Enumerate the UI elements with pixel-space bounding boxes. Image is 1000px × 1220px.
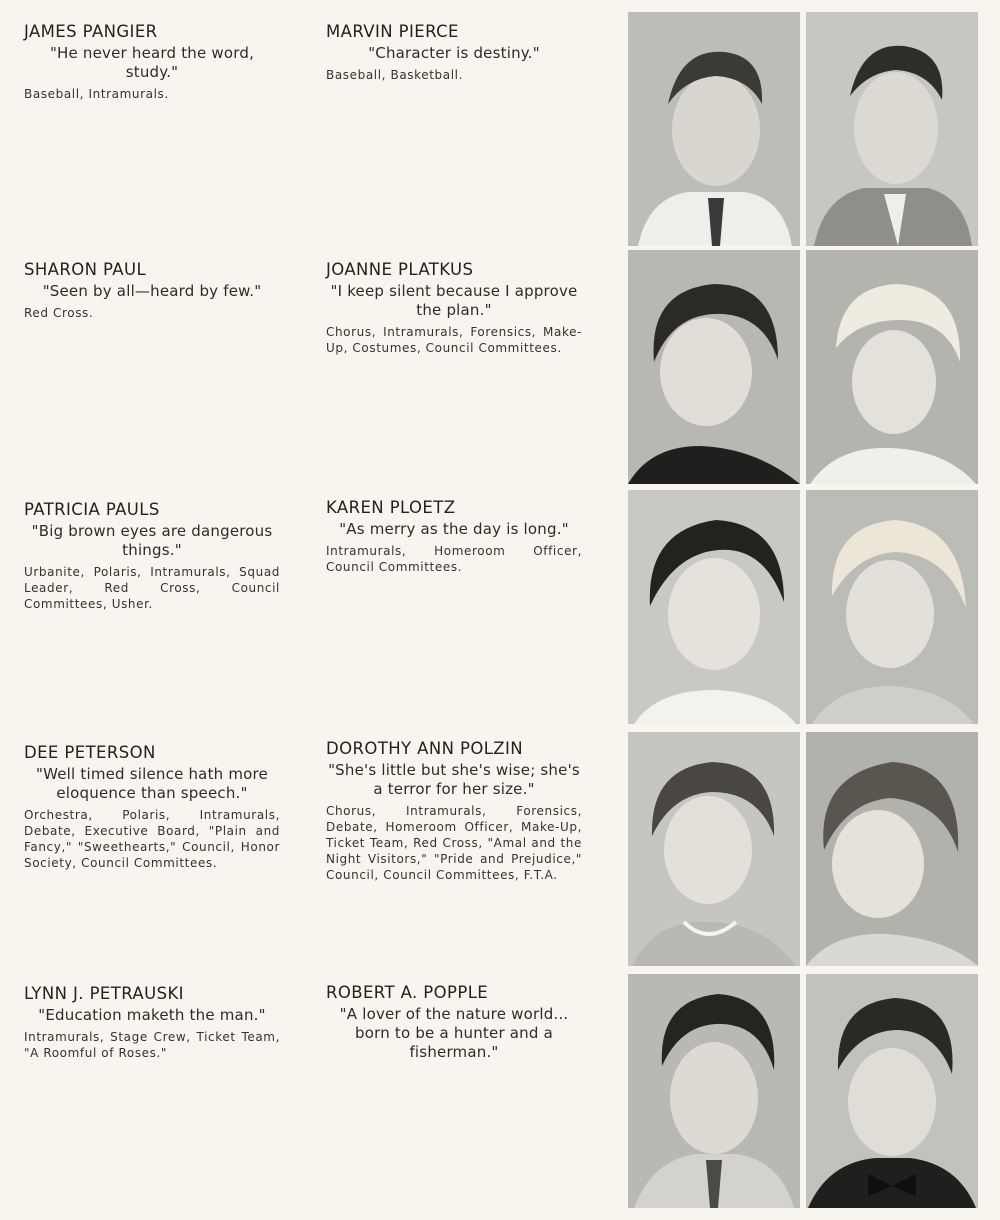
portrait-photo-icon bbox=[806, 490, 978, 724]
student-entry-ploetz bbox=[326, 498, 582, 575]
student-name: PATRICIA PAULS bbox=[24, 500, 160, 519]
student-quote: "She's little but she's wise; she's a terror for her size." bbox=[328, 761, 580, 798]
student-name: DOROTHY ANN POLZIN bbox=[326, 739, 524, 758]
student-quote: "Well timed silence hath more eloquence than speech." bbox=[35, 765, 268, 802]
student-name: MARVIN PIERCE bbox=[326, 22, 459, 41]
portrait-photo-icon bbox=[628, 974, 800, 1208]
student-name: JAMES PANGIER bbox=[24, 22, 158, 41]
student-activities: Baseball, Intramurals. bbox=[24, 87, 169, 101]
portrait-photo-icon bbox=[628, 250, 800, 484]
student-entry-popple bbox=[326, 983, 582, 1066]
student-activities: Orchestra, Polaris, Intramurals, Debate, Executive Board, "Plain and Fancy," "Sweethearts," Council, Honor Society, Council Committees. bbox=[24, 808, 280, 870]
student-activities: Intramurals, Stage Crew, Ticket Team, "A Roomful of Roses." bbox=[24, 1030, 280, 1060]
portrait-photo-icon bbox=[806, 12, 978, 246]
portrait-photo-icon bbox=[806, 974, 978, 1208]
student-activities: Chorus, Intramurals, Forensics, Make-Up, Costumes, Council Committees. bbox=[326, 325, 582, 355]
student-entry-paul bbox=[24, 260, 280, 321]
portrait-photo-icon bbox=[628, 12, 800, 246]
student-quote: "Character is destiny." bbox=[368, 44, 540, 62]
student-activities: Intramurals, Homeroom Officer, Council Committees. bbox=[326, 544, 582, 574]
student-name: LYNN J. PETRAUSKI bbox=[24, 984, 184, 1003]
student-quote: "Seen by all—heard by few." bbox=[42, 282, 262, 300]
student-name: JOANNE PLATKUS bbox=[326, 260, 474, 279]
student-entry-polzin bbox=[326, 739, 582, 883]
student-name: ROBERT A. POPPLE bbox=[326, 983, 489, 1002]
portrait-photo-icon bbox=[628, 732, 800, 966]
student-activities: Urbanite, Polaris, Intramurals, Squad Leader, Red Cross, Council Committees, Usher. bbox=[24, 565, 280, 611]
student-name: DEE PETERSON bbox=[24, 743, 156, 762]
student-entry-pangier bbox=[24, 22, 280, 102]
student-quote: "Education maketh the man." bbox=[38, 1006, 266, 1024]
student-name: KAREN PLOETZ bbox=[326, 498, 456, 517]
portrait-photo-icon bbox=[806, 250, 978, 484]
student-entry-peterson bbox=[24, 743, 280, 871]
student-quote: "A lover of the nature world... born to be a hunter and a fisherman." bbox=[339, 1005, 569, 1061]
student-entry-pauls bbox=[24, 500, 280, 612]
student-quote: "I keep silent because I approve the plan." bbox=[330, 282, 578, 319]
student-activities: Chorus, Intramurals, Forensics, Debate, Homeroom Officer, Make-Up, Ticket Team, Red Cross, "Amal and the Night Visitors," "Pride and Prejudice," Council, Council Committees, F.T.A. bbox=[326, 804, 582, 882]
portrait-photo-icon bbox=[806, 732, 978, 966]
student-quote: "As merry as the day is long." bbox=[339, 520, 569, 538]
student-entry-pierce bbox=[326, 22, 582, 83]
student-activities: Baseball, Basketball. bbox=[326, 68, 463, 82]
student-quote: "Big brown eyes are dangerous things." bbox=[31, 522, 273, 559]
portrait-photo-icon bbox=[628, 490, 800, 724]
student-name: SHARON PAUL bbox=[24, 260, 147, 279]
student-quote: "He never heard the word, study." bbox=[49, 44, 255, 81]
student-entry-platkus bbox=[326, 260, 582, 356]
student-entry-petrauski bbox=[24, 984, 280, 1061]
student-activities: Red Cross. bbox=[24, 306, 94, 320]
